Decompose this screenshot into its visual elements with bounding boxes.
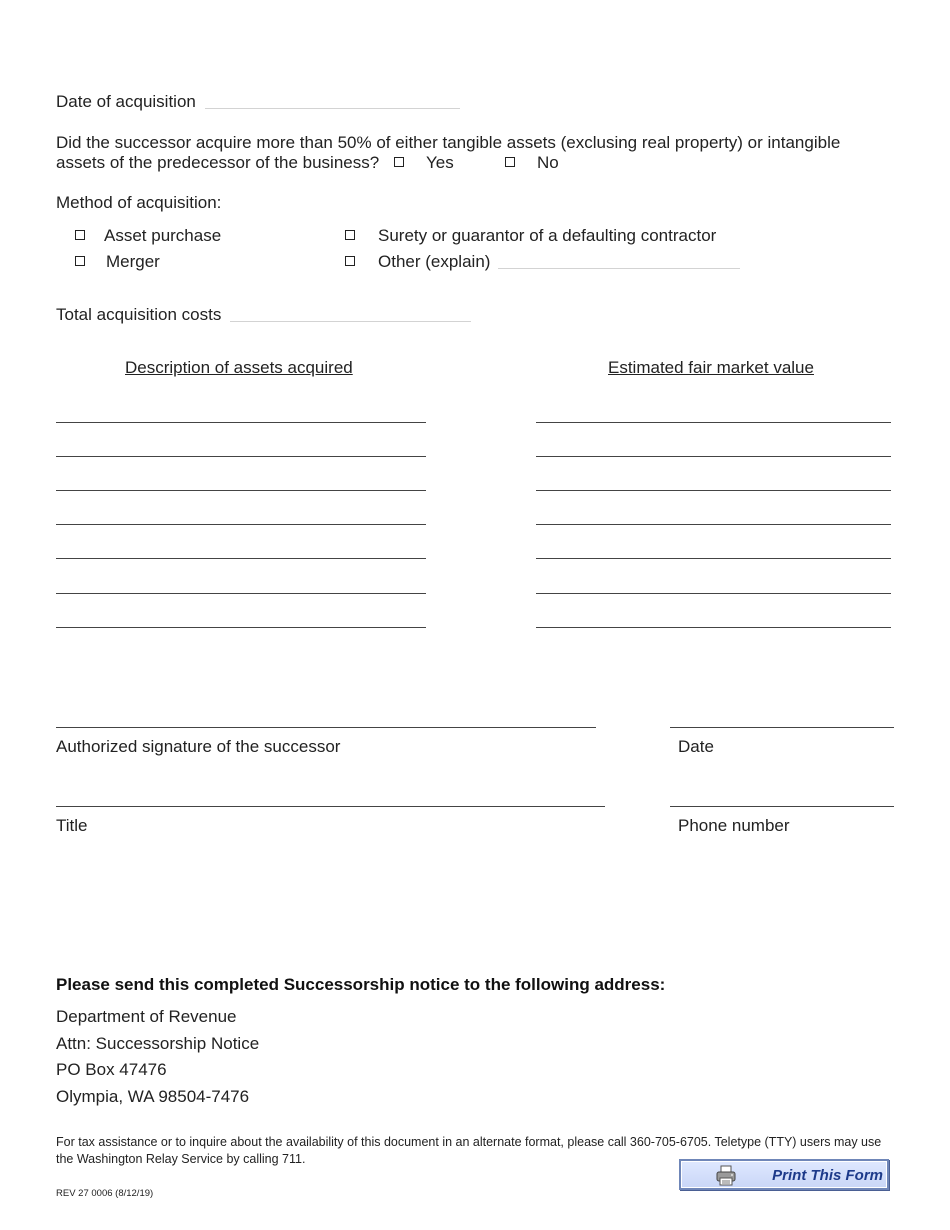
- surety-checkbox[interactable]: [345, 230, 355, 240]
- title-label: Title: [56, 816, 88, 835]
- value-line-7[interactable]: [536, 627, 891, 628]
- acquisition-question-line1: Did the successor acquire more than 50% of either tangible assets (exclusing real property) or intangible: [56, 133, 841, 152]
- description-line-1[interactable]: [56, 422, 426, 423]
- printer-icon: [715, 1165, 737, 1187]
- address-line-1: Department of Revenue: [56, 1007, 237, 1026]
- value-line-6[interactable]: [536, 593, 891, 594]
- date-line[interactable]: [670, 727, 894, 728]
- date-of-acquisition-field[interactable]: [205, 108, 460, 109]
- address-line-4: Olympia, WA 98504-7476: [56, 1087, 250, 1106]
- other-checkbox[interactable]: [345, 256, 355, 266]
- assistance-text: For tax assistance or to inquire about the availability of this document in an alternate format, please call 360-705-6705. Teletype (TTY) users may use the Washington Relay Service by calling 711.: [56, 1135, 882, 1166]
- merger-label: Merger: [106, 252, 160, 271]
- no-checkbox[interactable]: [505, 157, 515, 167]
- no-label: No: [537, 153, 559, 172]
- value-line-2[interactable]: [536, 456, 891, 457]
- description-of-assets-header: Description of assets acquired: [125, 358, 353, 377]
- description-line-2[interactable]: [56, 456, 426, 457]
- print-form-button[interactable]: [679, 1159, 889, 1190]
- asset-purchase-checkbox[interactable]: [75, 230, 85, 240]
- signature-line[interactable]: [56, 727, 596, 728]
- description-line-5[interactable]: [56, 558, 426, 559]
- phone-line[interactable]: [670, 806, 894, 807]
- title-line[interactable]: [56, 806, 605, 807]
- yes-checkbox[interactable]: [394, 157, 404, 167]
- value-line-1[interactable]: [536, 422, 891, 423]
- value-line-5[interactable]: [536, 558, 891, 559]
- date-label: Date: [678, 737, 714, 756]
- method-of-acquisition-label: Method of acquisition:: [56, 193, 222, 212]
- description-line-4[interactable]: [56, 524, 426, 525]
- asset-purchase-label: Asset purchase: [104, 226, 222, 245]
- date-of-acquisition-label: Date of acquisition: [56, 92, 196, 111]
- total-acquisition-costs-label: Total acquisition costs: [56, 305, 222, 324]
- signature-label: Authorized signature of the successor: [56, 737, 341, 756]
- form-code: REV 27 0006 (8/12/19): [56, 1188, 154, 1199]
- phone-label: Phone number: [678, 816, 790, 835]
- other-explain-field[interactable]: [498, 268, 740, 269]
- yes-label: Yes: [426, 153, 454, 172]
- mailing-heading: Please send this completed Successorship notice to the following address:: [56, 975, 666, 994]
- estimated-value-header: Estimated fair market value: [608, 358, 814, 377]
- print-form-label: Print This Form: [772, 1167, 883, 1184]
- total-acquisition-costs-field[interactable]: [230, 321, 471, 322]
- address-line-3: PO Box 47476: [56, 1060, 167, 1079]
- other-label: Other (explain): [378, 252, 491, 271]
- address-line-2: Attn: Successorship Notice: [56, 1034, 260, 1053]
- surety-label: Surety or guarantor of a defaulting contractor: [378, 226, 717, 245]
- acquisition-question-line2: assets of the predecessor of the business?: [56, 153, 380, 172]
- value-line-3[interactable]: [536, 490, 891, 491]
- description-line-3[interactable]: [56, 490, 426, 491]
- description-line-6[interactable]: [56, 593, 426, 594]
- description-line-7[interactable]: [56, 627, 426, 628]
- merger-checkbox[interactable]: [75, 256, 85, 266]
- value-line-4[interactable]: [536, 524, 891, 525]
